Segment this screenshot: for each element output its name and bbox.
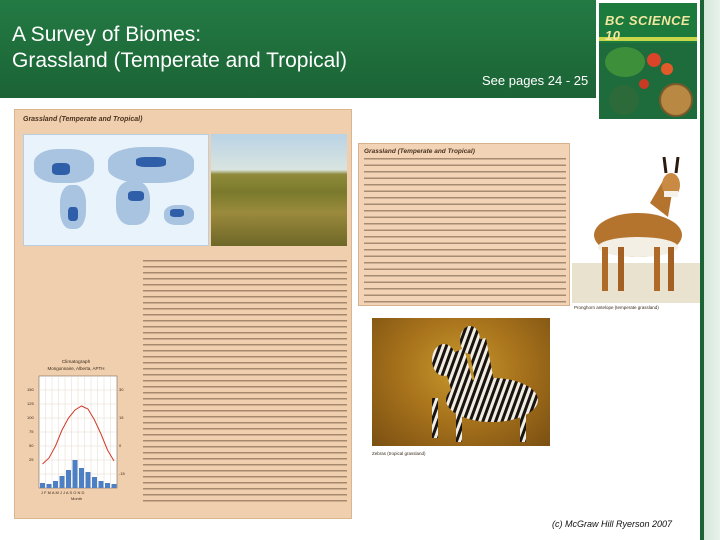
slide-title-line-2: Grassland (Temperate and Tropical) <box>12 49 347 72</box>
info-card-title: Grassland (Temperate and Tropical) <box>364 148 475 155</box>
svg-text:Month: Month <box>71 496 83 501</box>
textbook-page-image <box>14 109 352 519</box>
svg-text:150: 150 <box>27 387 34 392</box>
svg-text:30: 30 <box>119 387 124 392</box>
page-reference: See pages 24 - 25 <box>482 73 589 88</box>
copyright-notice: (c) McGraw Hill Ryerson 2007 <box>552 519 673 529</box>
svg-text:-15: -15 <box>119 471 125 476</box>
grassland-photo <box>211 134 347 246</box>
svg-text:15: 15 <box>119 415 124 420</box>
pronghorn-antelope-photo <box>572 143 700 303</box>
svg-text:J F M A M J J A S O: J F M A M J J A S O N D <box>41 490 85 495</box>
climatograph-title: Climatograph <box>61 360 91 365</box>
svg-text:125: 125 <box>27 401 34 406</box>
slide-title <box>12 22 347 74</box>
textbook-cover-image <box>596 0 700 122</box>
right-edge-strip <box>700 0 720 540</box>
antelope-caption: Pronghorn antelope (temperate grassland) <box>574 305 659 310</box>
zebras-photo <box>372 318 550 446</box>
info-card <box>358 143 570 306</box>
climatograph <box>17 360 135 515</box>
textbook-page-title: Grassland (Temperate and Tropical) <box>23 116 143 123</box>
textbook-body-text <box>143 260 347 505</box>
climatograph-chart <box>17 360 135 515</box>
svg-text:100: 100 <box>27 415 34 420</box>
info-card-text <box>364 158 566 303</box>
zebras-caption: Zebras (tropical grassland) <box>372 451 426 456</box>
svg-text:25: 25 <box>29 457 34 462</box>
slide-title-line-1: A Survey of Biomes: <box>12 23 202 46</box>
world-grassland-map <box>23 134 209 246</box>
climatograph-subtitle: Mongonnaire, Alberta, APTH <box>47 366 105 371</box>
svg-text:0: 0 <box>119 443 122 448</box>
svg-text:50: 50 <box>29 443 34 448</box>
svg-text:75: 75 <box>29 429 34 434</box>
textbook-cover-title: BC SCIENCE 10 <box>605 13 691 43</box>
